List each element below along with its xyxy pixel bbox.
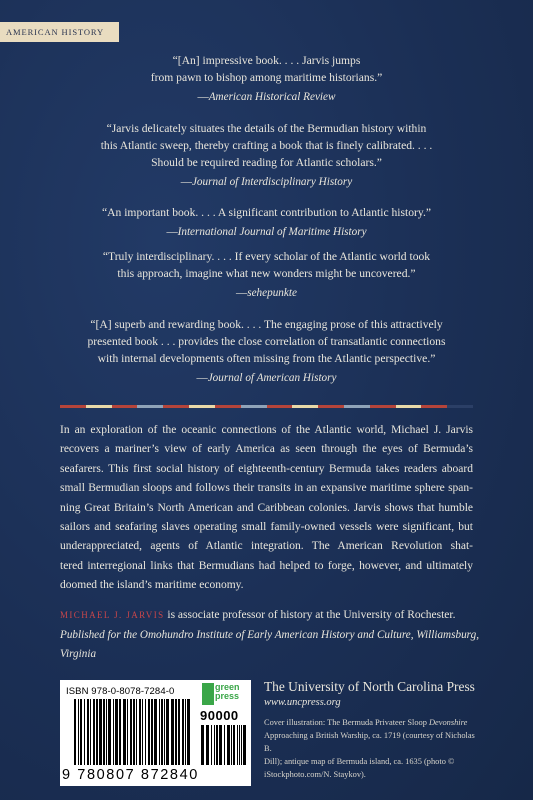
leaf-icon (202, 683, 214, 705)
barcode-bar (145, 699, 146, 765)
published-for: Published for the Omohundro Institute of Early American History and Culture, Williamsburg, Virginia (60, 629, 479, 660)
barcode-bar (148, 699, 150, 765)
review-quote-line: Should be required reading for Atlantic scholars.” (151, 156, 382, 169)
description-line: doomed the island’s maritime economy. (60, 579, 244, 592)
barcode-bar (182, 699, 184, 765)
barcode-bar (80, 699, 82, 765)
description-line: small Bermudian sloops and follows their transits in an expansive maritime sphere span- (60, 482, 473, 495)
review-quote-line: “An important book. . . . A significant contribution to Atlantic history.” (102, 206, 431, 219)
barcode-bar (233, 725, 235, 765)
barcode-bar (90, 699, 91, 765)
review-quote-line: this Atlantic sweep, thereby crafting a book that is finely calibrated. . . . (100, 139, 433, 152)
review-quote-line: with internal developments often missing from the Atlantic perspective.” (97, 352, 436, 365)
barcode-bar (113, 699, 114, 765)
review-source-name: Journal of American History (207, 372, 337, 384)
description-line: underappreciated, agents of Atlantic integration. The American Revolution shat- (60, 540, 473, 553)
barcode-bar (87, 699, 89, 765)
review-5 (0, 316, 533, 387)
barcode-bar (106, 699, 107, 765)
barcode-bar (216, 725, 218, 765)
description-line: sailors and seafaring slaves operating small family-owned vessels were significant, but (60, 521, 473, 534)
decorative-divider (60, 405, 473, 408)
barcode-bar (84, 699, 85, 765)
author-bio-text: is associate professor of history at the University of Rochester. (164, 609, 456, 621)
review-quote-line: “Jarvis delicately situates the details of the Bermudian history within (106, 122, 427, 135)
barcode-bar (175, 699, 177, 765)
review-source: —sehepunkte (236, 287, 297, 299)
barcode-bar (139, 699, 141, 765)
barcode-bar (123, 699, 126, 765)
barcode-bar (161, 699, 163, 765)
barcode-bar (243, 725, 246, 765)
cover-credit-italic: Devonshire (429, 718, 468, 727)
green-press-text-2: press (215, 691, 240, 701)
price-code: 90000 (200, 708, 239, 723)
review-3 (0, 204, 533, 241)
review-quote-line: “[An] impressive book. . . . Jarvis jumps (172, 54, 361, 67)
review-4 (0, 248, 533, 302)
description-line: seafarers. This first social history of eighteenth-century Bermuda takes readers aboard (60, 462, 473, 475)
review-source-name: International Journal of Maritime History (177, 226, 367, 238)
description-line: recovers a mariner’s view of early America as seen through the eyes of Bermuda’s (60, 443, 473, 456)
review-1 (0, 52, 533, 106)
review-quote-line: presented book . . . provides the close correlation of transatlantic connections (87, 335, 446, 348)
barcode-bar (219, 725, 222, 765)
green-press-text-1: green (215, 682, 240, 692)
barcode-bar (74, 699, 76, 765)
barcode-bar (142, 699, 143, 765)
barcode-bar (241, 725, 242, 765)
review-source: —Journal of American History (196, 372, 337, 384)
green-press-logo (202, 683, 247, 705)
publisher-url: www.uncpress.org (264, 697, 341, 708)
ean-number: 9 780807 872840 (62, 767, 199, 783)
barcode-bar (119, 699, 121, 765)
barcode-bar (227, 725, 230, 765)
cover-credit-line (264, 716, 479, 729)
barcode-bar (78, 699, 79, 765)
author-name: MICHAEL J. JARVIS (60, 610, 165, 620)
cover-credit-text: Cover illustration: The Bermuda Privateer Sloop (264, 718, 429, 727)
barcode-bar (166, 699, 169, 765)
description-line: ning Great Britain’s North American and Caribbean colonies. Jarvis shows that humble (60, 501, 473, 514)
review-quote-line: “Truly interdisciplinary. . . . If every scholar of the Atlantic world took (102, 250, 431, 263)
isbn-label: ISBN 978-0-8078-7284-0 (66, 686, 175, 697)
barcode-bar (127, 699, 128, 765)
barcode-bar (201, 725, 204, 765)
barcode-bar (224, 725, 225, 765)
review-quote-line: “[A] superb and rewarding book. . . . The engaging prose of this attractively (90, 318, 443, 331)
barcode-bar (130, 699, 132, 765)
review-quote-line: this approach, imagine what new wonders might be uncovered.” (117, 267, 416, 280)
price-barcode-icon (201, 725, 247, 765)
review-source-name: American Historical Review (208, 91, 336, 103)
barcode-bar (187, 699, 190, 765)
review-source-name: Journal of Interdisciplinary History (191, 176, 353, 188)
author-bio (60, 606, 473, 625)
barcode-bar (211, 725, 212, 765)
barcode-bar (133, 699, 135, 765)
barcode-bar (171, 699, 174, 765)
review-source: —American Historical Review (197, 91, 336, 103)
barcode-bar (151, 699, 153, 765)
review-source-name: sehepunkte (247, 287, 297, 299)
barcode-bar (178, 699, 180, 765)
barcode-bar (103, 699, 105, 765)
ean-barcode-icon (74, 699, 192, 765)
barcode-bar (93, 699, 95, 765)
barcode-bar (206, 725, 209, 765)
barcode-bar (231, 725, 232, 765)
book-description (60, 421, 473, 596)
barcode-bar (185, 699, 186, 765)
cover-credit-line: Dill); antique map of Bermuda island, ca. 1635 (photo © (264, 757, 455, 766)
review-2 (0, 120, 533, 191)
barcode-bar (96, 699, 98, 765)
publisher-name: The University of North Carolina Press (264, 679, 475, 694)
barcode-bar (214, 725, 215, 765)
review-source: —Journal of Interdisciplinary History (180, 176, 353, 188)
barcode-bar (108, 699, 111, 765)
category-tab: AMERICAN HISTORY (0, 22, 119, 42)
description-line: In an exploration of the oceanic connections of the Atlantic world, Michael J. Jarvis (60, 424, 473, 436)
barcode-bar (164, 699, 165, 765)
barcode-bar (136, 699, 137, 765)
barcode-bar (159, 699, 160, 765)
description-line: tered interregional links that Bermudians had helped to forge, however, and ultimately (60, 559, 473, 572)
barcode-bar (237, 725, 238, 765)
barcode-bar (154, 699, 157, 765)
review-quote-line: from pawn to bishop among maritime historians.” (150, 71, 383, 84)
barcode-bar (239, 725, 240, 765)
barcode-panel (60, 680, 251, 786)
barcode-bar (115, 699, 118, 765)
cover-credit-line: iStockphoto.com/N. Staykov). (264, 770, 366, 779)
cover-credit-line: Approaching a British Warship, ca. 1719 (courtesy of Nicholas B. (264, 731, 475, 753)
cover-credit (264, 716, 479, 781)
review-source: —International Journal of Maritime History (166, 226, 367, 238)
barcode-bar (99, 699, 102, 765)
